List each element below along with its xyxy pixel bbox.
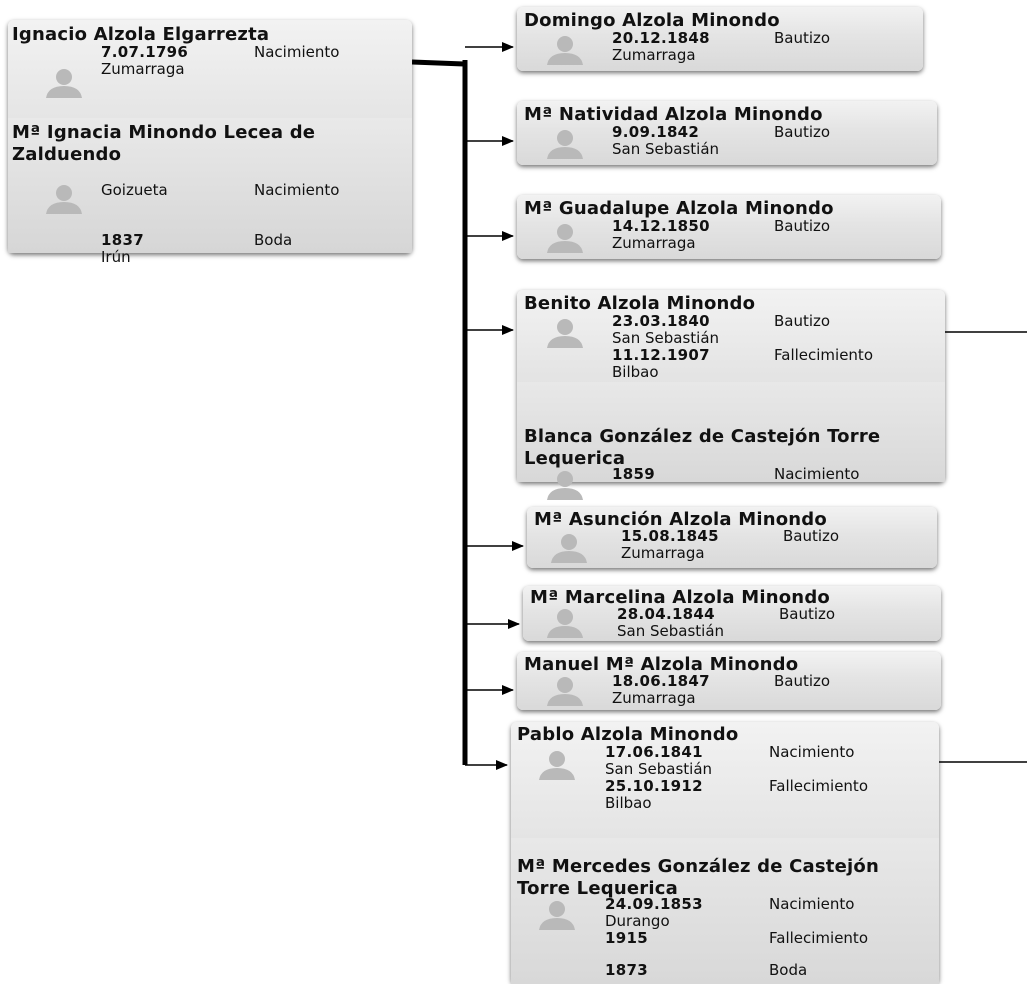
event-date: 17.06.1841 (605, 743, 703, 761)
event-date: 1873 (605, 961, 648, 979)
child-person[interactable] (517, 290, 945, 382)
event-place: Durango (605, 912, 670, 930)
event-date: 18.06.1847 (612, 672, 710, 690)
event-type: Bautizo (779, 605, 836, 623)
person-name: Mª Asunción Alzola Minondo (534, 509, 827, 530)
event-date: 11.12.1907 (612, 346, 710, 364)
event-date: 1837 (101, 231, 144, 249)
event-date: 9.09.1842 (612, 123, 700, 141)
event-baptism (612, 124, 912, 158)
child-card[interactable] (527, 507, 937, 568)
event-type: Fallecimiento (769, 777, 868, 795)
event-birth (101, 182, 401, 199)
event-place: Bilbao (612, 363, 659, 381)
event-date: 20.12.1848 (612, 29, 710, 47)
person-silhouette-icon (545, 129, 585, 159)
event-marriage (605, 962, 925, 979)
event-type: Nacimiento (254, 43, 340, 61)
parent-to-trunk-connector (412, 62, 464, 64)
person-name: Mª Natividad Alzola Minondo (524, 104, 823, 125)
person-name: Ignacio Alzola Elgarrezta (12, 24, 270, 45)
person-silhouette-icon (537, 900, 577, 930)
event-baptism (612, 30, 912, 64)
child-card[interactable] (523, 586, 941, 641)
father-person[interactable] (8, 20, 412, 120)
event-type: Bautizo (774, 217, 831, 235)
event-type: Nacimiento (254, 181, 340, 199)
person-silhouette-icon (549, 533, 589, 563)
event-baptism (612, 673, 912, 707)
event-date: 1915 (605, 929, 648, 947)
child-person[interactable] (511, 722, 939, 838)
person-name: Mª Guadalupe Alzola Minondo (524, 198, 834, 219)
event-type: Bautizo (783, 527, 840, 545)
event-type: Boda (254, 231, 293, 249)
event-place: Zumarraga (612, 46, 696, 64)
event-date: 14.12.1850 (612, 217, 710, 235)
person-silhouette-icon (545, 223, 585, 253)
event-place: Goizueta (101, 181, 168, 199)
mother-person[interactable] (8, 118, 412, 266)
event-place: San Sebastián (617, 622, 725, 640)
event-baptism (621, 528, 921, 562)
event-place: San Sebastián (612, 329, 720, 347)
event-type: Fallecimiento (769, 929, 868, 947)
person-name: Blanca González de Castejón Torre Lequerica (524, 426, 881, 469)
person-name: Mª Ignacia Minondo Lecea de Zalduendo (12, 122, 316, 165)
event-type: Nacimiento (769, 743, 855, 761)
child-card[interactable] (517, 101, 937, 165)
event-baptism (617, 606, 917, 640)
event-death (605, 930, 925, 947)
event-place: Zumarraga (612, 689, 696, 707)
person-silhouette-icon (545, 608, 585, 638)
event-place: San Sebastián (612, 140, 720, 158)
person-silhouette-icon (545, 318, 585, 348)
event-date: 23.03.1840 (612, 312, 710, 330)
event-type: Bautizo (774, 29, 831, 47)
event-birth (605, 744, 925, 778)
person-name: Mª Marcelina Alzola Minondo (530, 587, 830, 608)
event-date: 24.09.1853 (605, 895, 703, 913)
person-silhouette-icon (545, 676, 585, 706)
person-name: Manuel Mª Alzola Minondo (524, 654, 799, 675)
event-date: 7.07.1796 (101, 43, 189, 61)
person-name: Benito Alzola Minondo (524, 293, 756, 314)
event-date: 28.04.1844 (617, 605, 715, 623)
person-name: Mª Mercedes González de Castejón Torre Lequerica (517, 856, 879, 899)
child-card[interactable] (517, 195, 941, 259)
event-date: 1859 (612, 465, 655, 483)
person-silhouette-icon (545, 35, 585, 65)
event-marriage (101, 232, 401, 266)
child-family-card[interactable] (517, 290, 945, 482)
person-silhouette-icon (537, 750, 577, 780)
child-card[interactable] (517, 7, 923, 71)
event-type: Bautizo (774, 312, 831, 330)
event-place: Zumarraga (612, 234, 696, 252)
person-silhouette-icon (44, 68, 84, 98)
event-death (612, 347, 932, 381)
event-type: Bautizo (774, 123, 831, 141)
event-death (605, 778, 925, 812)
child-arrows (465, 47, 523, 765)
event-type: Fallecimiento (774, 346, 873, 364)
event-type: Boda (769, 961, 808, 979)
spouse-person[interactable] (517, 382, 945, 482)
event-place: San Sebastián (605, 760, 713, 778)
person-silhouette-icon (545, 470, 585, 500)
event-birth (101, 44, 401, 78)
person-name: Pablo Alzola Minondo (517, 724, 739, 745)
child-family-card[interactable] (511, 722, 939, 984)
person-silhouette-icon (44, 184, 84, 214)
event-birth (612, 466, 932, 483)
event-place: Bilbao (605, 794, 652, 812)
event-date: 25.10.1912 (605, 777, 703, 795)
event-type: Nacimiento (774, 465, 860, 483)
event-date: 15.08.1845 (621, 527, 719, 545)
event-baptism (612, 313, 932, 347)
spouse-person[interactable] (511, 838, 939, 984)
parents-family-card[interactable] (8, 20, 412, 266)
event-place: Zumarraga (621, 544, 705, 562)
event-birth (605, 896, 925, 930)
child-card[interactable] (517, 652, 941, 710)
person-name: Domingo Alzola Minondo (524, 10, 780, 31)
event-type: Bautizo (774, 672, 831, 690)
event-place: Zumarraga (101, 60, 185, 78)
event-place: Irún (101, 248, 131, 266)
event-baptism (612, 218, 912, 252)
event-type: Nacimiento (769, 895, 855, 913)
